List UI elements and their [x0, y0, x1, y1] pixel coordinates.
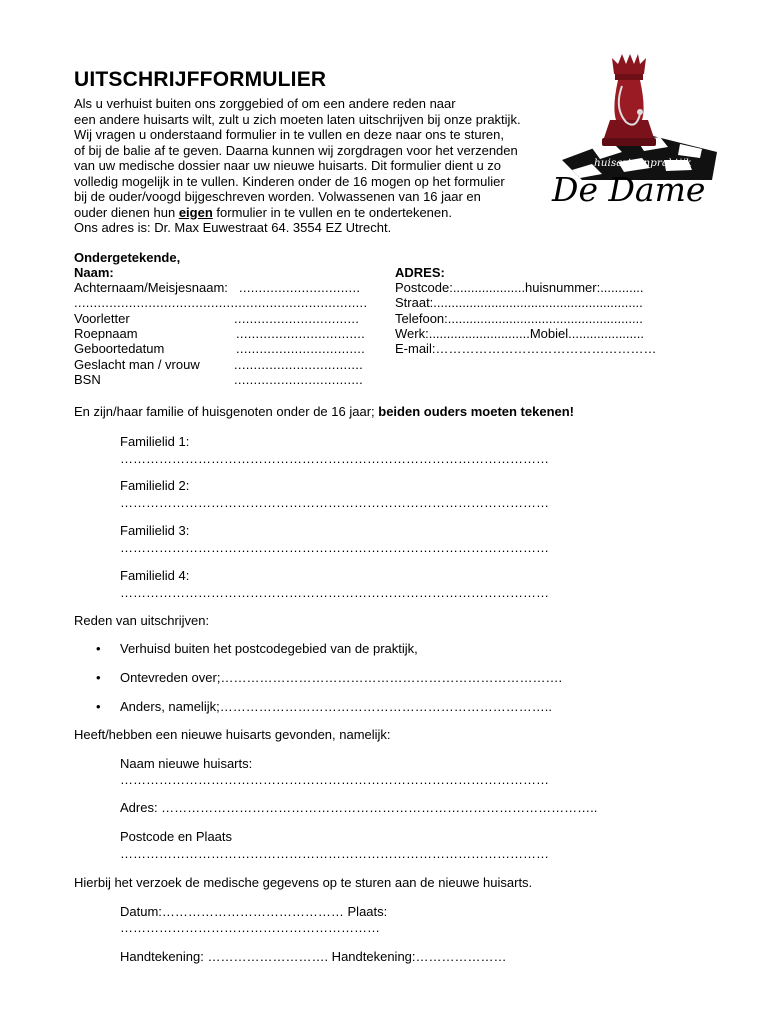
- field-bsn-line[interactable]: .................................: [234, 372, 364, 387]
- request-statement: Hierbij het verzoek de medische gegevens op te sturen aan de nieuwe huisarts.: [74, 875, 533, 890]
- family-member-label: Familielid 4:: [120, 568, 190, 583]
- intro-line: volledig mogelijk in te vullen. Kinderen onder de 16 mogen op het formulier: [74, 173, 505, 189]
- field-initials-label: Voorletter: [74, 311, 130, 326]
- field-surname-label: Achternaam/Meisjesnaam:: [74, 280, 228, 295]
- family-member-line[interactable]: ………………………………………………………………………………………: [120, 585, 549, 600]
- intro-paragraph: [74, 96, 574, 236]
- intro-line: Wij vragen u onderstaand formulier in te vullen en deze naar ons te sturen,: [74, 127, 504, 142]
- field-birthdate-line[interactable]: .................................: [236, 341, 366, 356]
- family-member-label: Familielid 1:: [120, 434, 190, 449]
- new-gp-postcode-line[interactable]: ………………………………………………………………………………………: [120, 846, 549, 861]
- intro-line: van uw medische dossier naar uw nieuwe huisarts. Dit formulier dient u zo: [74, 158, 502, 173]
- logo-name: De Dame: [552, 170, 706, 209]
- new-gp-address-line[interactable]: Adres: ………………………………………………………………………………………..: [120, 800, 598, 815]
- reason-option[interactable]: Anders, namelijk;…………………………………………………………………..: [120, 699, 552, 714]
- signature-line[interactable]: Handtekening: ………………………. Handtekening:…………………: [120, 949, 507, 964]
- field-street[interactable]: Straat:..........................................................: [395, 295, 643, 310]
- field-firstname-line[interactable]: .................................: [236, 326, 366, 341]
- intro-line: bij de ouder/voogd bijgeschreven worden. Volwassenen van 16 jaar en: [74, 189, 481, 204]
- undersigned-heading: Ondergetekende,: [74, 250, 181, 265]
- intro-line: een andere huisarts wilt, zult u zich moeten laten uitschrijven bij onze praktijk.: [74, 111, 521, 127]
- date-place-dots[interactable]: ……………………………………………………: [120, 920, 380, 935]
- field-email[interactable]: E-mail:……………………………………………: [395, 341, 657, 356]
- bullet-icon: •: [96, 641, 101, 656]
- field-gender-label: Geslacht man / vrouw: [74, 357, 200, 372]
- new-gp-postcode-label: Postcode en Plaats: [120, 829, 233, 844]
- field-gender-line[interactable]: .................................: [234, 357, 364, 372]
- field-surname-line[interactable]: ...............................: [239, 280, 361, 295]
- reason-heading: Reden van uitschrijven:: [74, 613, 210, 628]
- reason-option[interactable]: Verhuisd buiten het postcodegebied van de praktijk,: [120, 641, 418, 656]
- field-postcode[interactable]: Postcode:....................huisnummer:............: [395, 280, 644, 295]
- field-bsn-label: BSN: [74, 372, 101, 387]
- field-phone[interactable]: Telefoon:......................................................: [395, 311, 643, 326]
- intro-line: ouder dienen hun eigen formulier in te vullen en te ondertekenen.: [74, 204, 452, 220]
- new-gp-name-label: Naam nieuwe huisarts:: [120, 756, 253, 771]
- field-surname-line-2[interactable]: ...........................................................................: [74, 295, 368, 310]
- family-member-line[interactable]: ………………………………………………………………………………………: [120, 451, 549, 466]
- reason-option[interactable]: Ontevreden over;…………………………………………………………………….: [120, 670, 563, 685]
- logo-tagline: huisartsenpraktijk: [594, 157, 692, 169]
- bullet-icon: •: [96, 699, 101, 714]
- intro-line: of bij de balie af te geven. Daarna kunnen wij zorgdragen voor het verzenden: [74, 142, 518, 158]
- field-initials-line[interactable]: ................................: [234, 311, 360, 326]
- name-heading: Naam:: [74, 265, 114, 280]
- form-title: UITSCHRIJFFORMULIER: [74, 68, 327, 91]
- practice-address: Ons adres is: Dr. Max Euwestraat 64. 3554 EZ Utrecht.: [74, 220, 392, 235]
- new-gp-heading: Heeft/hebben een nieuwe huisarts gevonden, namelijk:: [74, 727, 391, 742]
- family-warning: beiden ouders moeten tekenen!: [378, 404, 575, 419]
- bullet-icon: •: [96, 670, 101, 685]
- emphasis-eigen: eigen: [178, 204, 213, 220]
- address-heading: ADRES:: [395, 265, 445, 280]
- family-member-line[interactable]: ………………………………………………………………………………………: [120, 495, 549, 510]
- field-firstname-label: Roepnaam: [74, 326, 138, 341]
- new-gp-name-line[interactable]: ………………………………………………………………………………………: [120, 772, 549, 787]
- field-work-mobile[interactable]: Werk:............................Mobiel.....................: [395, 326, 644, 341]
- intro-line: Als u verhuist buiten ons zorggebied of om een andere reden naar: [74, 96, 456, 111]
- family-member-line[interactable]: ………………………………………………………………………………………: [120, 540, 549, 555]
- date-place-line[interactable]: Datum:…………………………………… Plaats:: [120, 904, 388, 919]
- family-intro: En zijn/haar familie of huisgenoten onder de 16 jaar; beiden ouders moeten tekenen!: [74, 404, 575, 419]
- family-member-label: Familielid 2:: [120, 478, 190, 493]
- family-member-label: Familielid 3:: [120, 523, 190, 538]
- field-birthdate-label: Geboortedatum: [74, 341, 165, 356]
